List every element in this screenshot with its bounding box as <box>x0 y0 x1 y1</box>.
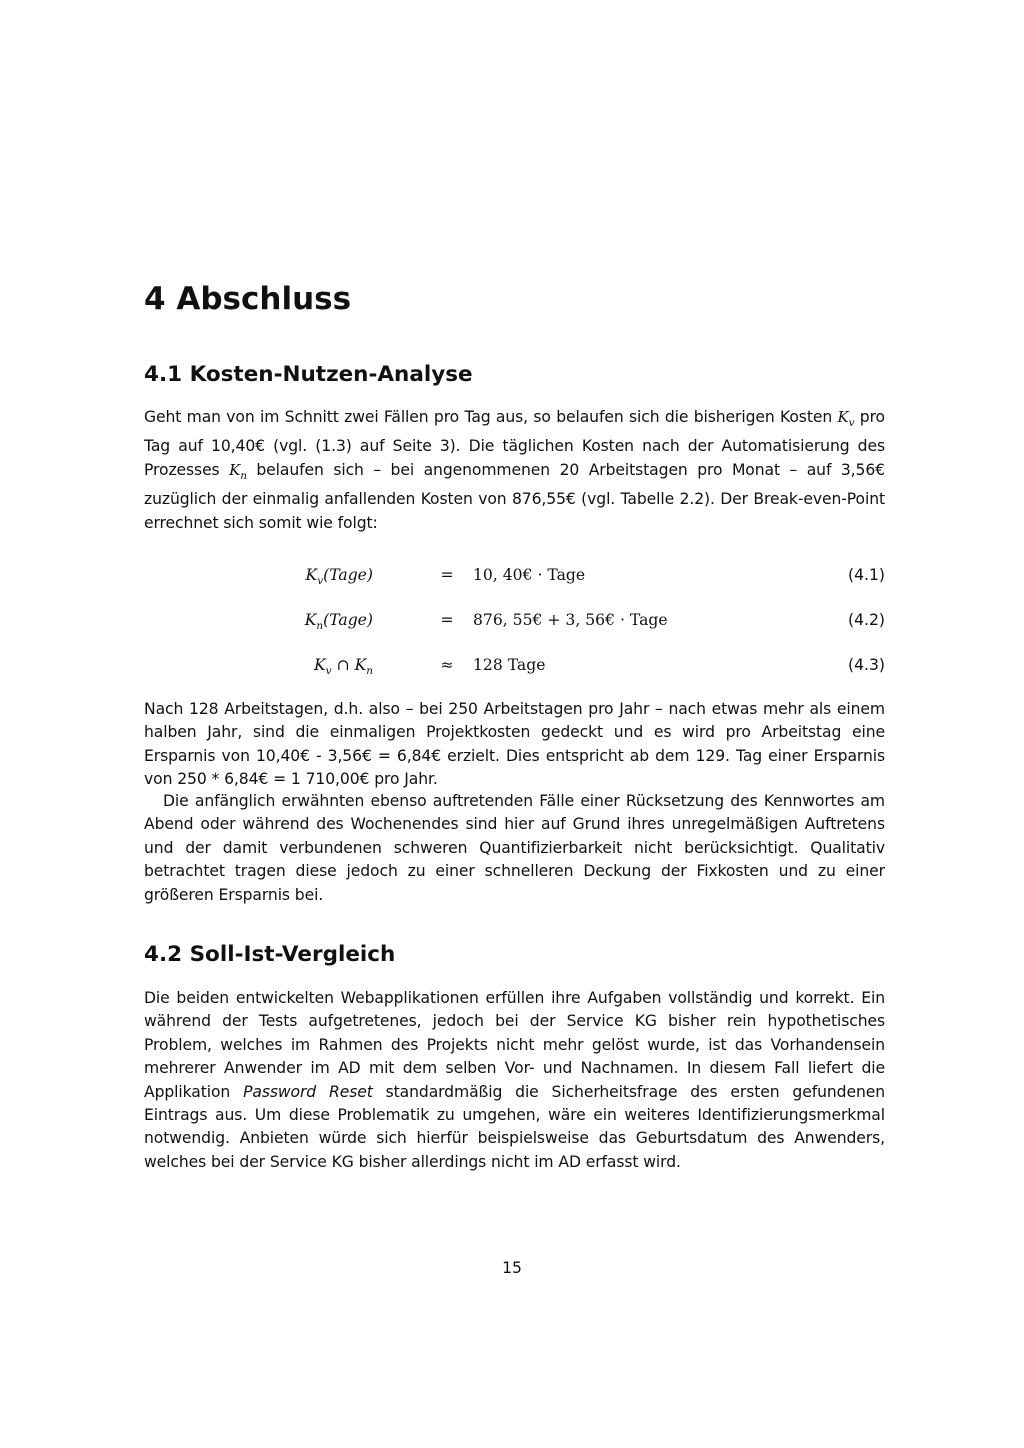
math-symbol: K <box>354 656 367 674</box>
paragraph-cost-intro <box>144 406 885 535</box>
equation-4-1 <box>144 566 885 592</box>
equation-number: (4.1) <box>848 566 885 584</box>
math-subscript: v <box>325 665 332 678</box>
equation-number: (4.3) <box>848 656 885 674</box>
math-symbol: K <box>314 656 326 674</box>
math-subscript: v <box>848 417 855 429</box>
math-argument: (Tage) <box>323 566 373 584</box>
equation-4-3 <box>144 656 885 682</box>
math-symbol: K <box>229 460 241 479</box>
chapter-title: 4 Abschluss <box>144 281 352 317</box>
equation-lhs <box>314 656 373 677</box>
equation-relation: = <box>440 566 454 584</box>
math-argument: (Tage) <box>323 611 373 629</box>
math-symbol: K <box>304 611 317 629</box>
math-subscript: n <box>316 620 324 633</box>
paragraph-text: belaufen sich – bei angenommenen 20 Arbeitstagen pro Monat – auf 3,56€ zuzüglich der einmalig anfallenden Kosten von 876,55€ (vgl. Tabelle 2.2). Der Break-even-Point errechnet sich somit wie folgt: <box>144 460 885 532</box>
application-name: Password Reset <box>243 1082 373 1101</box>
equation-relation: ≈ <box>440 656 454 674</box>
math-operator: ∩ <box>331 656 355 674</box>
paragraph-text: pro Tag auf 10,40€ (vgl. (1.3) auf Seite 3). Die täglichen Kosten nach der Automatisierung des Prozesses <box>144 408 885 479</box>
paragraph-text: Geht man von im Schnitt zwei Fällen pro Tag aus, so belaufen sich die bisherigen Kosten <box>144 408 838 426</box>
equation-number: (4.2) <box>848 611 885 629</box>
paragraph-soll-ist <box>144 987 885 1174</box>
equation-rhs: 10, 40€ · Tage <box>473 566 586 584</box>
equation-relation: = <box>440 611 454 629</box>
math-symbol: K <box>837 408 849 426</box>
paragraph-qualitative: Die anfänglich erwähnten ebenso auftretenden Fälle einer Rücksetzung des Kennwortes am Abend oder während des Wochenendes sind hier auf Grund ihres unregelmäßigen Auftretens und der damit verbundenen schweren Quantifizierbarkeit nicht berücksichtigt. Qualitativ betrachtet tragen diese jedoch zu einer schnelleren Deckung der Fixkosten und zu einer größeren Ersparnis bei. <box>144 792 885 904</box>
paragraph-text: Die beiden entwickelten Webapplikationen erfüllen ihre Aufgaben vollständig und korrekt. Ein während der Tests aufgetretenes, jedoch bei der Service KG bisher rein hypothetisches Problem, welches im Rahmen des Projekts nicht mehr gelöst wurde, ist das Vorhandensein mehrerer Anwender im AD mit dem selben Vor- und Nachnamen. In diesem Fall liefert die Applikation <box>144 989 885 1101</box>
paragraph-text: standardmäßig die Sicherheitsfrage des ersten gefundenen Eintrags aus. Um diese Problematik zu umgehen, wäre ein weiteres Identifizierungsmerkmal notwendig. Anbieten würde sich hierfür beispielsweise das Geburtsdatum des Anwenders, welches bei der Service KG bisher allerdings nicht im AD erfasst wird. <box>144 1082 886 1171</box>
equation-lhs <box>305 611 373 632</box>
section-title-soll-ist: 4.2 Soll-Ist-Vergleich <box>144 942 396 967</box>
math-subscript: n <box>366 665 373 678</box>
math-subscript: v <box>317 575 324 588</box>
equation-lhs <box>306 566 373 587</box>
paragraph-break-even: Nach 128 Arbeitstagen, d.h. also – bei 250 Arbeitstagen pro Jahr – nach etwas mehr als einem halben Jahr, sind die einmaligen Projektkosten gedeckt und es wird pro Arbeitstag eine Ersparnis von 10,40€ - 3,56€ = 6,84€ erzielt. Dies entspricht ab dem 129. Tag einer Ersparnis von 250 * 6,84€ = 1 710,00€ pro Jahr. <box>144 700 885 789</box>
math-kn <box>229 460 247 482</box>
page-number: 15 <box>502 1259 522 1277</box>
section-title-kosten-nutzen: 4.1 Kosten-Nutzen-Analyse <box>144 362 473 387</box>
math-symbol: K <box>305 566 318 584</box>
equation-4-2 <box>144 611 885 637</box>
math-subscript: n <box>240 469 247 482</box>
math-kv <box>837 408 855 429</box>
equation-rhs: 876, 55€ + 3, 56€ · Tage <box>473 611 668 629</box>
equation-rhs: 128 Tage <box>473 656 546 674</box>
